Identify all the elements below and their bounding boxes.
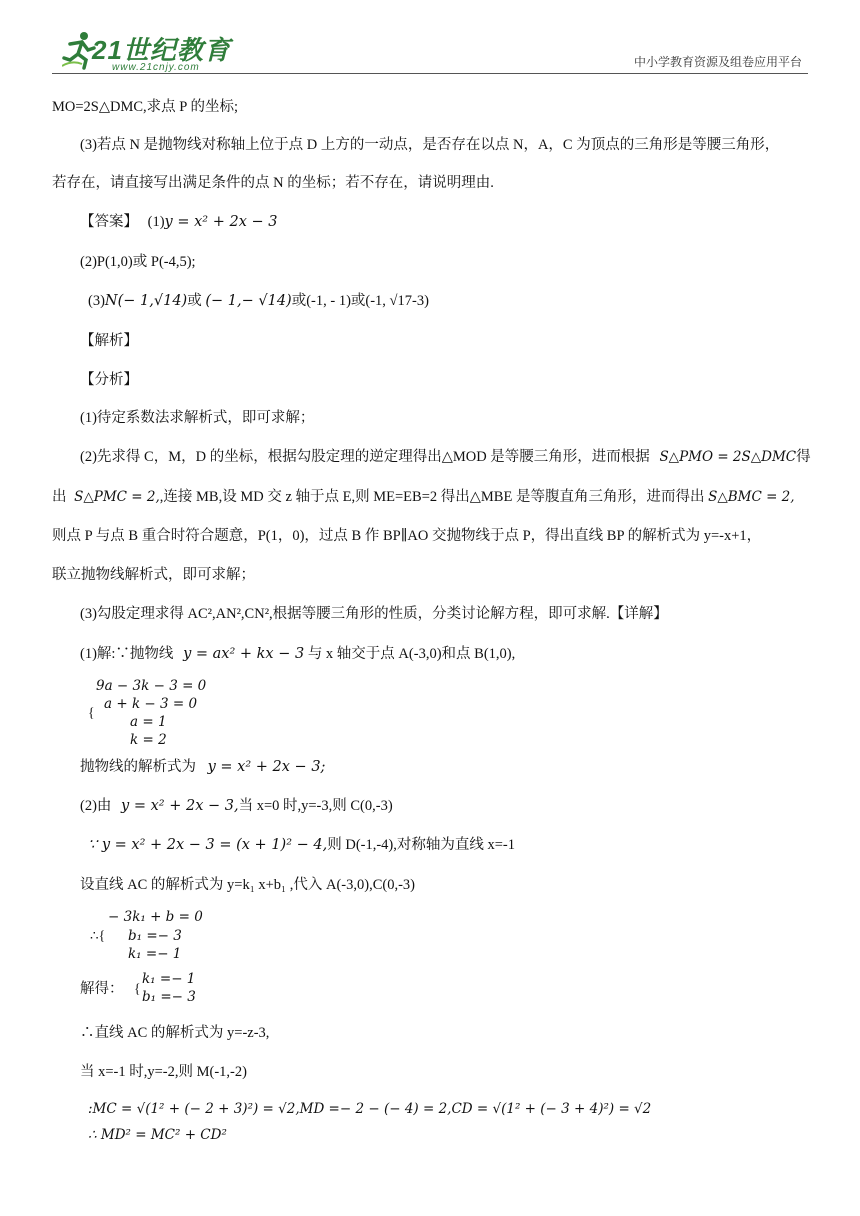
formula: y = x² + 2x − 3, xyxy=(121,798,239,814)
system-row: b₁ =− 3 xyxy=(128,928,182,944)
text-line xyxy=(80,797,393,815)
text-span: 解得： xyxy=(80,981,124,997)
formula-line: :MC = √(1² + (− 2 + 3)²) = √2,MD =− 2 − (− 4) = 2,CD = √(1² + (− 3 + 4)²) = √2 xyxy=(88,1101,652,1117)
text-line xyxy=(88,836,515,854)
text-line xyxy=(52,488,795,506)
system-row: k₁ =− 1 xyxy=(142,971,196,987)
answer-part: (3) xyxy=(88,293,105,309)
text-span: (2)先求得 C，M，D 的坐标，根据勾股定理的逆定理得出△MOD 是等腰三角形，进而根据 xyxy=(80,449,650,465)
text-line: ∴直线 AC 的解析式为 y=-z-3, xyxy=(80,1025,270,1041)
answer-line xyxy=(88,292,429,310)
formula: y = ax² + kx − 3 xyxy=(183,646,305,662)
system-row: a = 1 xyxy=(130,714,167,730)
text-line: MO=2S△DMC,求点 P 的坐标; xyxy=(52,99,238,115)
text-span: 出 xyxy=(52,489,67,505)
header-divider xyxy=(52,73,808,74)
text-line xyxy=(80,448,811,466)
logo-text: 21世纪教育 xyxy=(92,35,231,65)
text-span: 得 xyxy=(796,449,811,465)
text-span: 与 x 轴交于点 A(-3,0)和点 B(1,0), xyxy=(307,646,516,662)
text-line: 或(-1, - 1)或(-1, √17-3) xyxy=(291,293,429,309)
text-line: (1)待定系数法求解析式，即可求解； xyxy=(80,410,315,426)
section-label: 【解析】 xyxy=(80,333,138,349)
text-span: (1)解:∵抛物线 xyxy=(80,646,174,662)
text-line xyxy=(80,758,325,776)
answer-label: 【答案】 xyxy=(80,214,138,230)
text-line: (3)勾股定理求得 AC²,AN²,CN²,根据等腰三角形的性质，分类讨论解方程，即可求解.【详解】 xyxy=(80,606,668,622)
runner-logo-icon xyxy=(62,30,96,70)
text-line: 则点 P 与点 B 重合时符合题意，P(1，0)，过点 B 作 BP∥AO 交抛物线于点 P，得出直线 BP 的解析式为 y=-x+1， xyxy=(52,528,762,544)
formula: ∵ y = x² + 2x − 3 = (x + 1)² − 4, xyxy=(88,837,328,853)
text-span: 抛物线的解析式为 xyxy=(80,759,196,775)
text-span: 则 D(-1,-4),对称轴为直线 x=-1 xyxy=(327,837,516,853)
system-row: − 3k₁ + b = 0 xyxy=(108,909,203,925)
text-or: 或 xyxy=(187,293,202,309)
system-row: k₁ =− 1 xyxy=(128,946,182,962)
section-label: 【分析】 xyxy=(80,372,138,388)
text-line: 设直线 AC 的解析式为 y=k₁ x+b₁ ,代入 A(-3,0),C(0,-3) xyxy=(80,877,415,893)
text-span: ,连接 MB,设 MD 交 z 轴于点 E,则 ME=EB=2 得出△MBE 是等腹直角三角形，进而得出 xyxy=(159,489,705,505)
system-row: b₁ =− 3 xyxy=(142,989,196,1005)
formula-line: ∴ MD² = MC² + CD² xyxy=(88,1127,227,1143)
answer-line xyxy=(80,213,277,231)
formula: N(− 1,√14) xyxy=(104,293,188,309)
formula: S△PMO = 2S△DMC xyxy=(659,449,797,465)
formula: y = x² + 2x − 3; xyxy=(207,759,326,775)
answer-part: (1) xyxy=(147,214,165,230)
formula: S△PMC = 2, xyxy=(74,489,160,505)
page-header xyxy=(0,0,860,80)
text-line xyxy=(80,645,515,663)
brace: ∴{ xyxy=(90,928,106,943)
system-row: 9a − 3k − 3 = 0 xyxy=(96,678,207,694)
brace: { xyxy=(134,981,141,996)
platform-label: 中小学教育资源及组卷应用平台 xyxy=(633,55,802,69)
formula: S△BMC = 2, xyxy=(708,489,795,505)
system-row: k = 2 xyxy=(130,732,167,748)
brace: { xyxy=(88,705,95,720)
answer-line: (2)P(1,0)或 P(-4,5); xyxy=(80,254,196,270)
formula: y = x² + 2x − 3 xyxy=(164,214,278,230)
text-line: 联立抛物线解析式，即可求解； xyxy=(52,567,255,583)
formula: (− 1,− √14) xyxy=(205,293,292,309)
system-row: a + k − 3 = 0 xyxy=(104,696,198,712)
logo-url: www.21cnjy.com xyxy=(112,62,200,73)
text-span: (2)由 xyxy=(80,798,112,814)
question-3: (3)若点 N 是抛物线对称轴上位于点 D 上方的一动点，是否存在以点 N，A，C 为顶点的三角形是等腰三角形， xyxy=(80,137,780,153)
text-span: 当 x=0 时,y=-3,则 C(0,-3) xyxy=(238,798,393,814)
text-line: 若存在，请直接写出满足条件的点 N 的坐标；若不存在，请说明理由. xyxy=(52,175,494,191)
text-line: 当 x=-1 时,y=-2,则 M(-1,-2) xyxy=(80,1064,247,1080)
